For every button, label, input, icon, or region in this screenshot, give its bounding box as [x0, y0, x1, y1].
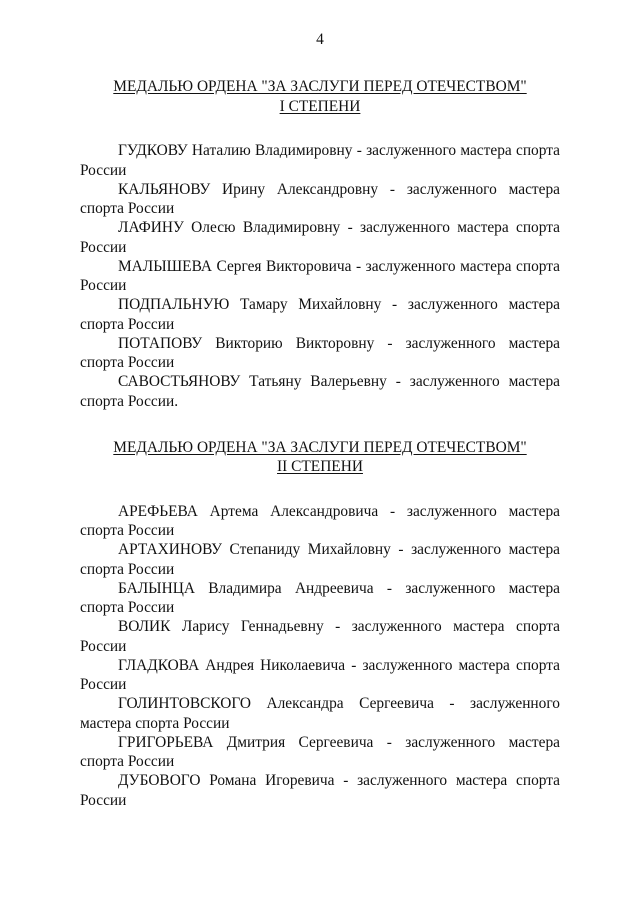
award-entry: ГУДКОВУ Наталию Владимировну - заслуженного мастера спорта России: [80, 142, 560, 179]
award-entry: ГЛАДКОВА Андрея Николаевича - заслуженного мастера спорта России: [80, 656, 560, 693]
section-medal-1st-degree: [80, 77, 560, 411]
award-entry: ПОТАПОВУ Викторию Викторовну - заслуженного мастера спорта России: [80, 334, 560, 371]
section-heading-line2: I СТЕПЕНИ: [279, 97, 361, 115]
award-entry: АРЕФЬЕВА Артема Александровича - заслуженного мастера спорта России: [80, 502, 560, 539]
award-entry: ГОЛИНТОВСКОГО Александра Сергеевича - заслуженного мастера спорта России: [80, 695, 560, 732]
award-entry: САВОСТЬЯНОВУ Татьяну Валерьевну - заслуженного мастера спорта России.: [80, 373, 560, 410]
section-heading: [80, 77, 560, 116]
page-number: 4: [316, 31, 324, 48]
section-heading-line2: II СТЕПЕНИ: [277, 458, 363, 475]
award-entry: ЛАФИНУ Олесю Владимировну - заслуженного мастера спорта России: [80, 219, 560, 256]
award-entry: ГРИГОРЬЕВА Дмитрия Сергеевича - заслуженного мастера спорта России: [80, 733, 560, 770]
award-list: [80, 502, 560, 811]
award-entry: КАЛЬЯНОВУ Ирину Александровну - заслуженного мастера спорта России: [80, 180, 560, 217]
award-entry: ПОДПАЛЬНУЮ Тамару Михайловну - заслуженного мастера спорта России: [80, 296, 560, 333]
award-list: [80, 141, 560, 411]
award-entry: БАЛЫНЦА Владимира Андреевича - заслуженного мастера спорта России: [80, 579, 560, 616]
section-heading-line1: МЕДАЛЬЮ ОРДЕНА "ЗА ЗАСЛУГИ ПЕРЕД ОТЕЧЕСТВОМ": [113, 78, 527, 95]
section-heading-line1: МЕДАЛЬЮ ОРДЕНА "ЗА ЗАСЛУГИ ПЕРЕД ОТЕЧЕСТВОМ": [113, 438, 527, 456]
award-entry: МАЛЫШЕВА Сергея Викторовича - заслуженного мастера спорта России: [80, 257, 560, 294]
award-entry: АРТАХИНОВУ Степаниду Михайловну - заслуженного мастера спорта России: [80, 541, 560, 578]
section-medal-2nd-degree: [80, 438, 560, 811]
award-entry: ВОЛИК Ларису Геннадьевну - заслуженного мастера спорта России: [80, 618, 560, 655]
award-entry: ДУБОВОГО Романа Игоревича - заслуженного мастера спорта России: [80, 772, 560, 809]
section-heading: [80, 438, 560, 477]
